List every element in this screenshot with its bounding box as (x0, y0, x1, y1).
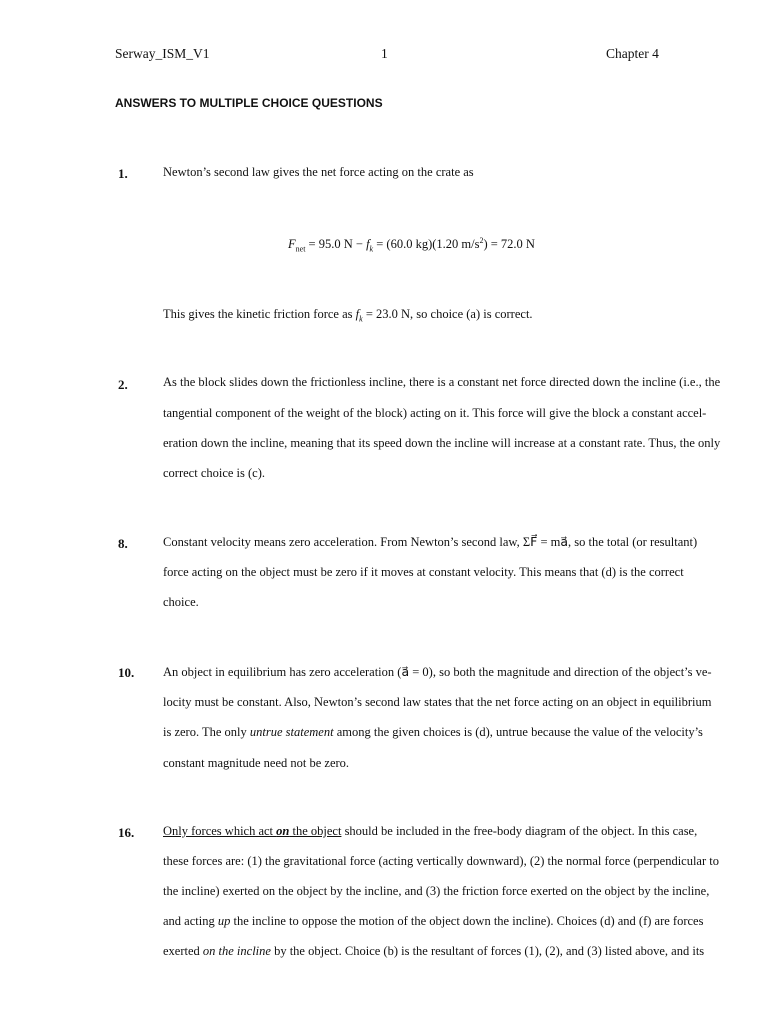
question-number: 2. (118, 377, 128, 392)
eq-subscript: net (295, 244, 306, 254)
text-line: force acting on the object must be zero if it moves at constant velocity. This means that (d) is the correct (163, 565, 684, 579)
net-force-equation (288, 236, 535, 254)
text-line: these forces are: (1) the gravitational force (acting vertically downward), (2) the normal force (perpendicular to (163, 854, 719, 868)
emphasis-text: on (276, 824, 290, 838)
text-run: should be included in the free-body diagram of the object. In this case, (341, 824, 698, 838)
text-line: constant magnitude need not be zero. (163, 756, 350, 770)
emphasis-text: up (217, 914, 231, 928)
eq-superscript: 2 (479, 236, 484, 245)
text-run: the incline to oppose the motion of the object down the incline). Choices (d) and (f) are forces (230, 914, 704, 928)
eq-subscript: k (359, 314, 363, 324)
eq-part: = 95.0 N − (305, 237, 367, 252)
eq-part: = (60.0 kg)(1.20 m/s (373, 237, 480, 252)
question-number: 8. (118, 536, 128, 551)
emphasis-text: untrue statement (249, 725, 334, 739)
text-line (163, 944, 704, 959)
text-run: This gives the kinetic friction force as (163, 307, 356, 321)
underlined-text: Only forces which act (163, 824, 277, 838)
text-run: and acting (163, 914, 218, 928)
page-number: 1 (381, 46, 388, 61)
question-number: 16. (118, 825, 135, 840)
underlined-text: the object (289, 824, 342, 838)
text-line: correct choice is (c). (163, 466, 266, 480)
eq-subscript: k (369, 244, 374, 254)
running-header-right: Chapter 4 (606, 46, 659, 61)
text-run: , so both the magnitude and direction of the object’s ve- (432, 665, 712, 679)
text-line (163, 725, 703, 740)
text-line: locity must be constant. Also, Newton’s second law states that the net force acting on an object in equilibrium (163, 695, 712, 709)
text-run: , so the total (or resultant) (568, 535, 698, 549)
text-run: by the object. Choice (b) is the resultant of forces (1), (2), and (3) listed above, and its (270, 944, 705, 958)
text-run: Constant velocity means zero acceleration. From Newton’s second law, (163, 535, 523, 549)
question-number: 10. (118, 665, 135, 680)
text-line: tangential component of the weight of the block) acting on it. This force will give the block a constant accel- (163, 406, 707, 420)
text-line (163, 824, 697, 839)
eq-part: = 23.0 N (362, 307, 411, 321)
question-text: Newton’s second law gives the net force acting on the crate as (163, 165, 474, 179)
text-line (163, 914, 703, 929)
text-run: among the given choices is (d), untrue because the value of the velocity’s (333, 725, 703, 739)
question-number: 1. (118, 166, 128, 181)
eq-symbol: f (355, 307, 360, 321)
zero-acceleration-equation: (a⃗ = 0) (397, 665, 433, 679)
eq-part: ) = 72.0 N (483, 237, 535, 252)
emphasis-text: on the incline (202, 944, 271, 958)
eq-symbol: f (366, 237, 370, 252)
section-title: ANSWERS TO MULTIPLE CHOICE QUESTIONS (115, 96, 383, 110)
text-line (163, 534, 697, 550)
text-run: exerted (163, 944, 203, 958)
text-run: , so choice (a) is correct. (410, 307, 533, 321)
text-run: An object in equilibrium has zero acceleration (163, 665, 398, 679)
result-line (163, 307, 533, 324)
text-line: eration down the incline, meaning that its speed down the incline will increase at a constant rate. Thus, the only (163, 436, 721, 450)
text-line: choice. (163, 595, 199, 609)
text-line (163, 664, 712, 680)
text-line: As the block slides down the frictionless incline, there is a constant net force directed down the incline (i.e., the (163, 375, 721, 389)
newton-law-equation: ΣF⃗ = ma⃗ (522, 535, 569, 549)
text-run: is zero. The only (163, 725, 250, 739)
running-header-left: Serway_ISM_V1 (115, 46, 210, 61)
eq-symbol: F (288, 237, 296, 252)
text-line: the incline) exerted on the object by the incline, and (3) the friction force exerted on the object by the incline, (163, 884, 710, 898)
